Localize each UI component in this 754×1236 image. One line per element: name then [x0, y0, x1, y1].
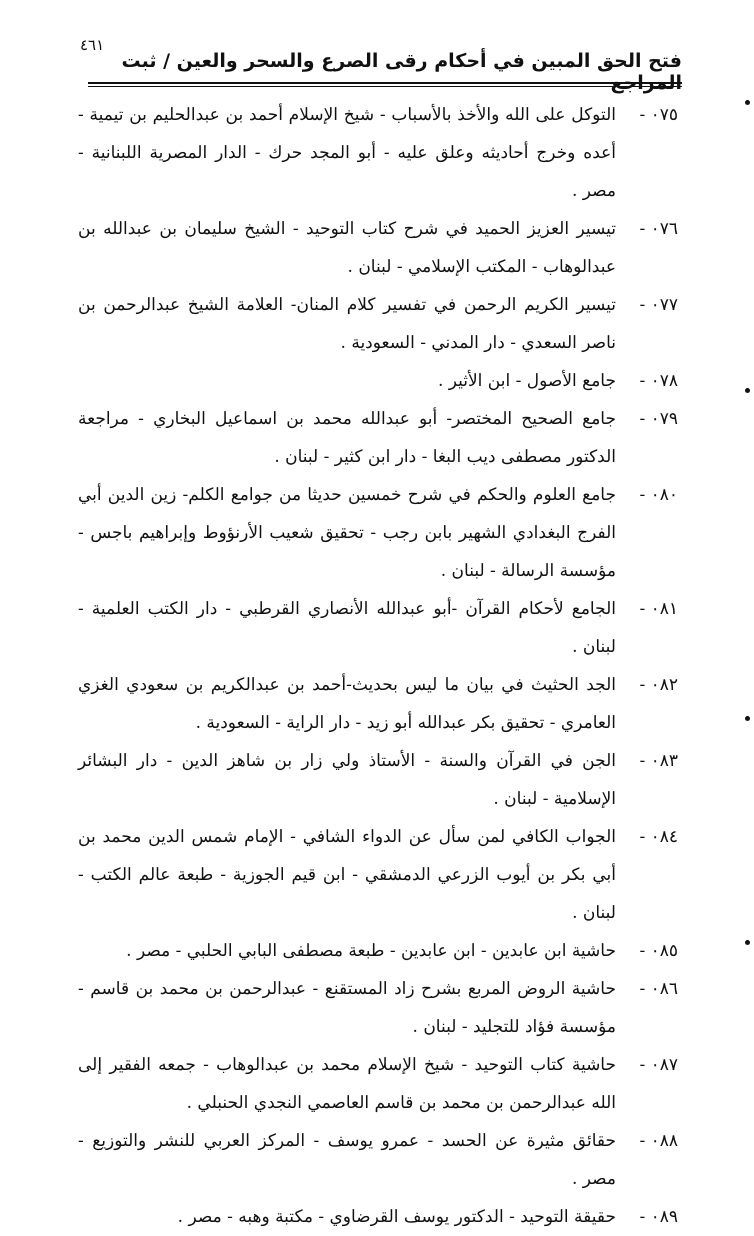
reference-number: ٠٧٦ -: [639, 219, 678, 239]
reference-text: جامع العلوم والحكم في شرح خمسين حديثا من جوامع الكلم- زين الدين أبي الفرج البغدادي الشهير بابن رجب - تحقيق شعيب الأرنؤوط وإبراهيم باجس - مؤسسة الرسالة - لبنان .: [78, 485, 616, 581]
reference-number: ٠٨٦ -: [639, 979, 678, 999]
page-number: ٤٦١: [80, 36, 105, 54]
reference-text: الجواب الكافي لمن سأل عن الدواء الشافي - الإمام شمس الدين محمد بن أبي بكر بن أيوب الزرعي الدمشقي - ابن قيم الجوزية - طبعة عالم الكتب - لبنان .: [78, 827, 616, 923]
reference-item: [78, 590, 678, 666]
reference-text: جامع الصحيح المختصر- أبو عبدالله محمد بن اسماعيل البخاري - مراجعة الدكتور مصطفى ديب البغا - دار ابن كثير - لبنان .: [78, 409, 616, 467]
reference-text: حقيقة التوحيد - الدكتور يوسف القرضاوي - مكتبة وهبه - مصر .: [177, 1207, 616, 1227]
reference-text: التوكل على الله والأخذ بالأسباب - شيخ الإسلام أحمد بن عبدالحليم بن تيمية - أعده وخرج أحاديثه وعلق عليه - أبو المجد حرك - الدار المصرية اللبنانية - مصر .: [78, 105, 616, 201]
reference-item: [78, 742, 678, 818]
reference-item: [78, 476, 678, 590]
reference-text: حقائق مثيرة عن الحسد - عمرو يوسف - المركز العربي للنشر والتوزيع - مصر .: [78, 1131, 616, 1189]
reference-text: تيسير العزيز الحميد في شرح كتاب التوحيد - الشيخ سليمان بن عبدالله بن عبدالوهاب - المكتب الإسلامي - لبنان .: [78, 219, 616, 277]
reference-text: الجد الحثيث في بيان ما ليس بحديث-أحمد بن عبدالكريم بن سعودي الغزي العامري - تحقيق بكر عبدالله أبو زيد - دار الراية - السعودية .: [78, 675, 616, 733]
reference-text: حاشية ابن عابدين - ابن عابدين - طبعة مصطفى البابي الحلبي - مصر .: [126, 941, 616, 961]
reference-number: ٠٨٠ -: [639, 485, 678, 505]
reference-text: جامع الأصول - ابن الأثير .: [437, 371, 616, 391]
reference-number: ٠٧٩ -: [639, 409, 678, 429]
reference-text: حاشية الروض المربع بشرح زاد المستقنع - عبدالرحمن بن محمد بن قاسم - مؤسسة فؤاد للتجليد - لبنان .: [78, 979, 616, 1037]
reference-item: [78, 400, 678, 476]
margin-dot: [745, 940, 750, 945]
margin-dot: [745, 100, 750, 105]
reference-text: تيسير الكريم الرحمن في تفسير كلام المنان- العلامة الشيخ عبدالرحمن بن ناصر السعدي - دار المدني - السعودية .: [78, 295, 616, 353]
reference-number: ٠٨٥ -: [639, 941, 678, 961]
reference-item: [78, 210, 678, 286]
reference-text: الجن في القرآن والسنة - الأستاذ ولي زار بن شاهز الدين - دار البشائر الإسلامية - لبنان .: [78, 751, 616, 809]
header-rule-thin: [88, 86, 682, 87]
reference-item: [78, 818, 678, 932]
reference-number: ٠٨٨ -: [639, 1131, 678, 1151]
reference-list: [78, 96, 678, 1236]
reference-number: ٠٧٧ -: [639, 295, 678, 315]
reference-text: الجامع لأحكام القرآن -أبو عبدالله الأنصاري القرطبي - دار الكتب العلمية - لبنان .: [78, 599, 616, 657]
reference-item: [78, 970, 678, 1046]
reference-number: ٠٨٣ -: [639, 751, 678, 771]
reference-number: ٠٨٤ -: [639, 827, 678, 847]
reference-number: ٠٨١ -: [639, 599, 678, 619]
margin-dot: [745, 716, 750, 721]
reference-number: ٠٧٨ -: [639, 371, 678, 391]
reference-item: [78, 1198, 678, 1236]
reference-number: ٠٨٩ -: [639, 1207, 678, 1227]
running-header-title: فتح الحق المبين في أحكام رقى الصرع والسحر والعين / ثبت المراجع: [121, 50, 682, 94]
header-rule: [88, 82, 682, 84]
reference-item: [78, 932, 678, 970]
reference-item: [78, 286, 678, 362]
reference-item: [78, 362, 678, 400]
reference-item: [78, 96, 678, 210]
reference-number: ٠٨٢ -: [639, 675, 678, 695]
reference-number: ٠٨٧ -: [639, 1055, 678, 1075]
margin-dot: [745, 388, 750, 393]
reference-item: [78, 1046, 678, 1122]
reference-item: [78, 1122, 678, 1198]
reference-number: ٠٧٥ -: [639, 105, 678, 125]
reference-text: حاشية كتاب التوحيد - شيخ الإسلام محمد بن عبدالوهاب - جمعه الفقير إلى الله عبدالرحمن بن محمد بن قاسم العاصمي النجدي الحنبلي .: [78, 1055, 616, 1113]
reference-item: [78, 666, 678, 742]
